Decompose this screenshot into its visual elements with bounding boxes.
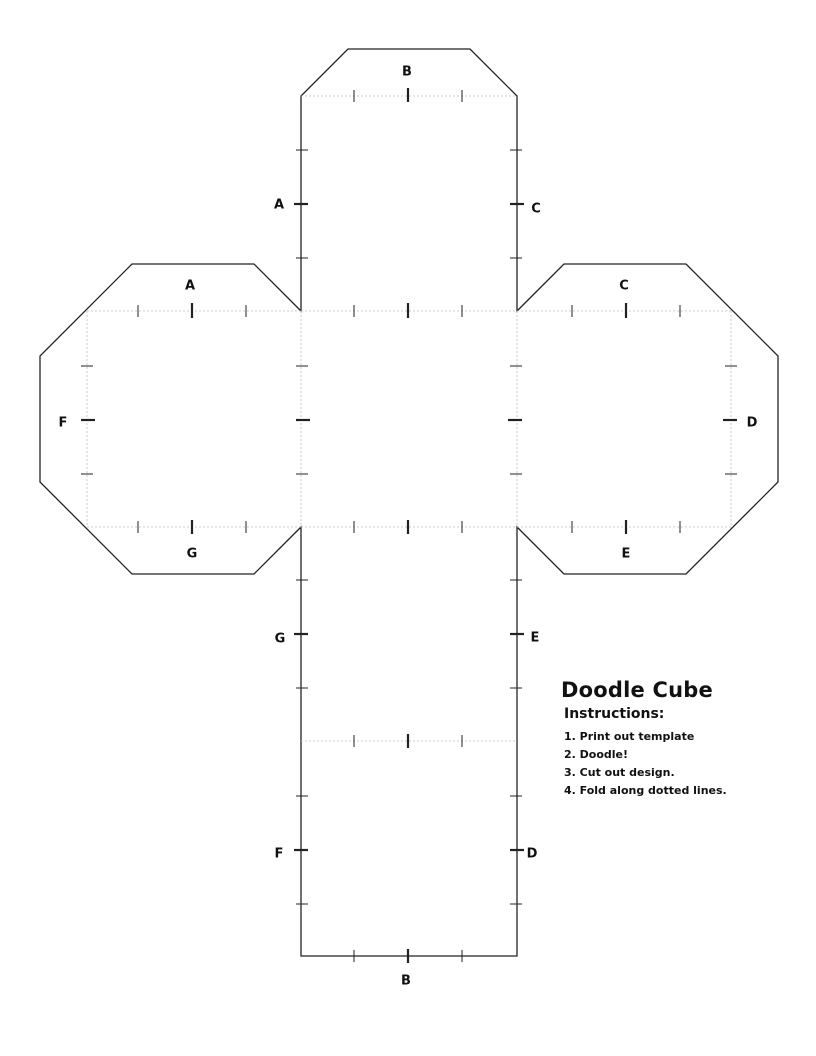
instructions-block	[561, 678, 727, 800]
edge-label-right-flap-e: E	[621, 546, 631, 562]
tick-marks	[81, 88, 737, 963]
page-title: Doodle Cube	[561, 678, 713, 702]
edge-label-mid-e: E	[530, 630, 540, 646]
instruction-step: 2. Doodle!	[564, 748, 629, 761]
edge-label-low-d: D	[526, 846, 538, 862]
fold-lines	[87, 96, 731, 741]
edge-label-right-flap-d: D	[746, 415, 758, 431]
edge-label-left-flap-g: G	[186, 546, 198, 562]
instruction-step: 3. Cut out design.	[564, 766, 675, 779]
edge-label-top-c: C	[531, 201, 541, 217]
edge-label-left-flap-f: F	[58, 415, 68, 431]
instruction-step: 1. Print out template	[564, 730, 695, 743]
net-outline	[40, 49, 778, 956]
edge-label-mid-g: G	[274, 631, 286, 647]
edge-label-top-b: B	[402, 64, 412, 80]
edge-label-bottom-b: B	[401, 973, 411, 989]
edge-label-right-flap-c: C	[619, 278, 629, 294]
edge-label-left-flap-a: A	[184, 278, 196, 294]
edge-label-top-a: A	[273, 197, 285, 213]
instruction-step: 4. Fold along dotted lines.	[564, 784, 727, 797]
instructions-heading: Instructions:	[564, 706, 665, 722]
edge-label-low-f: F	[274, 846, 284, 862]
instructions-list	[561, 728, 727, 800]
